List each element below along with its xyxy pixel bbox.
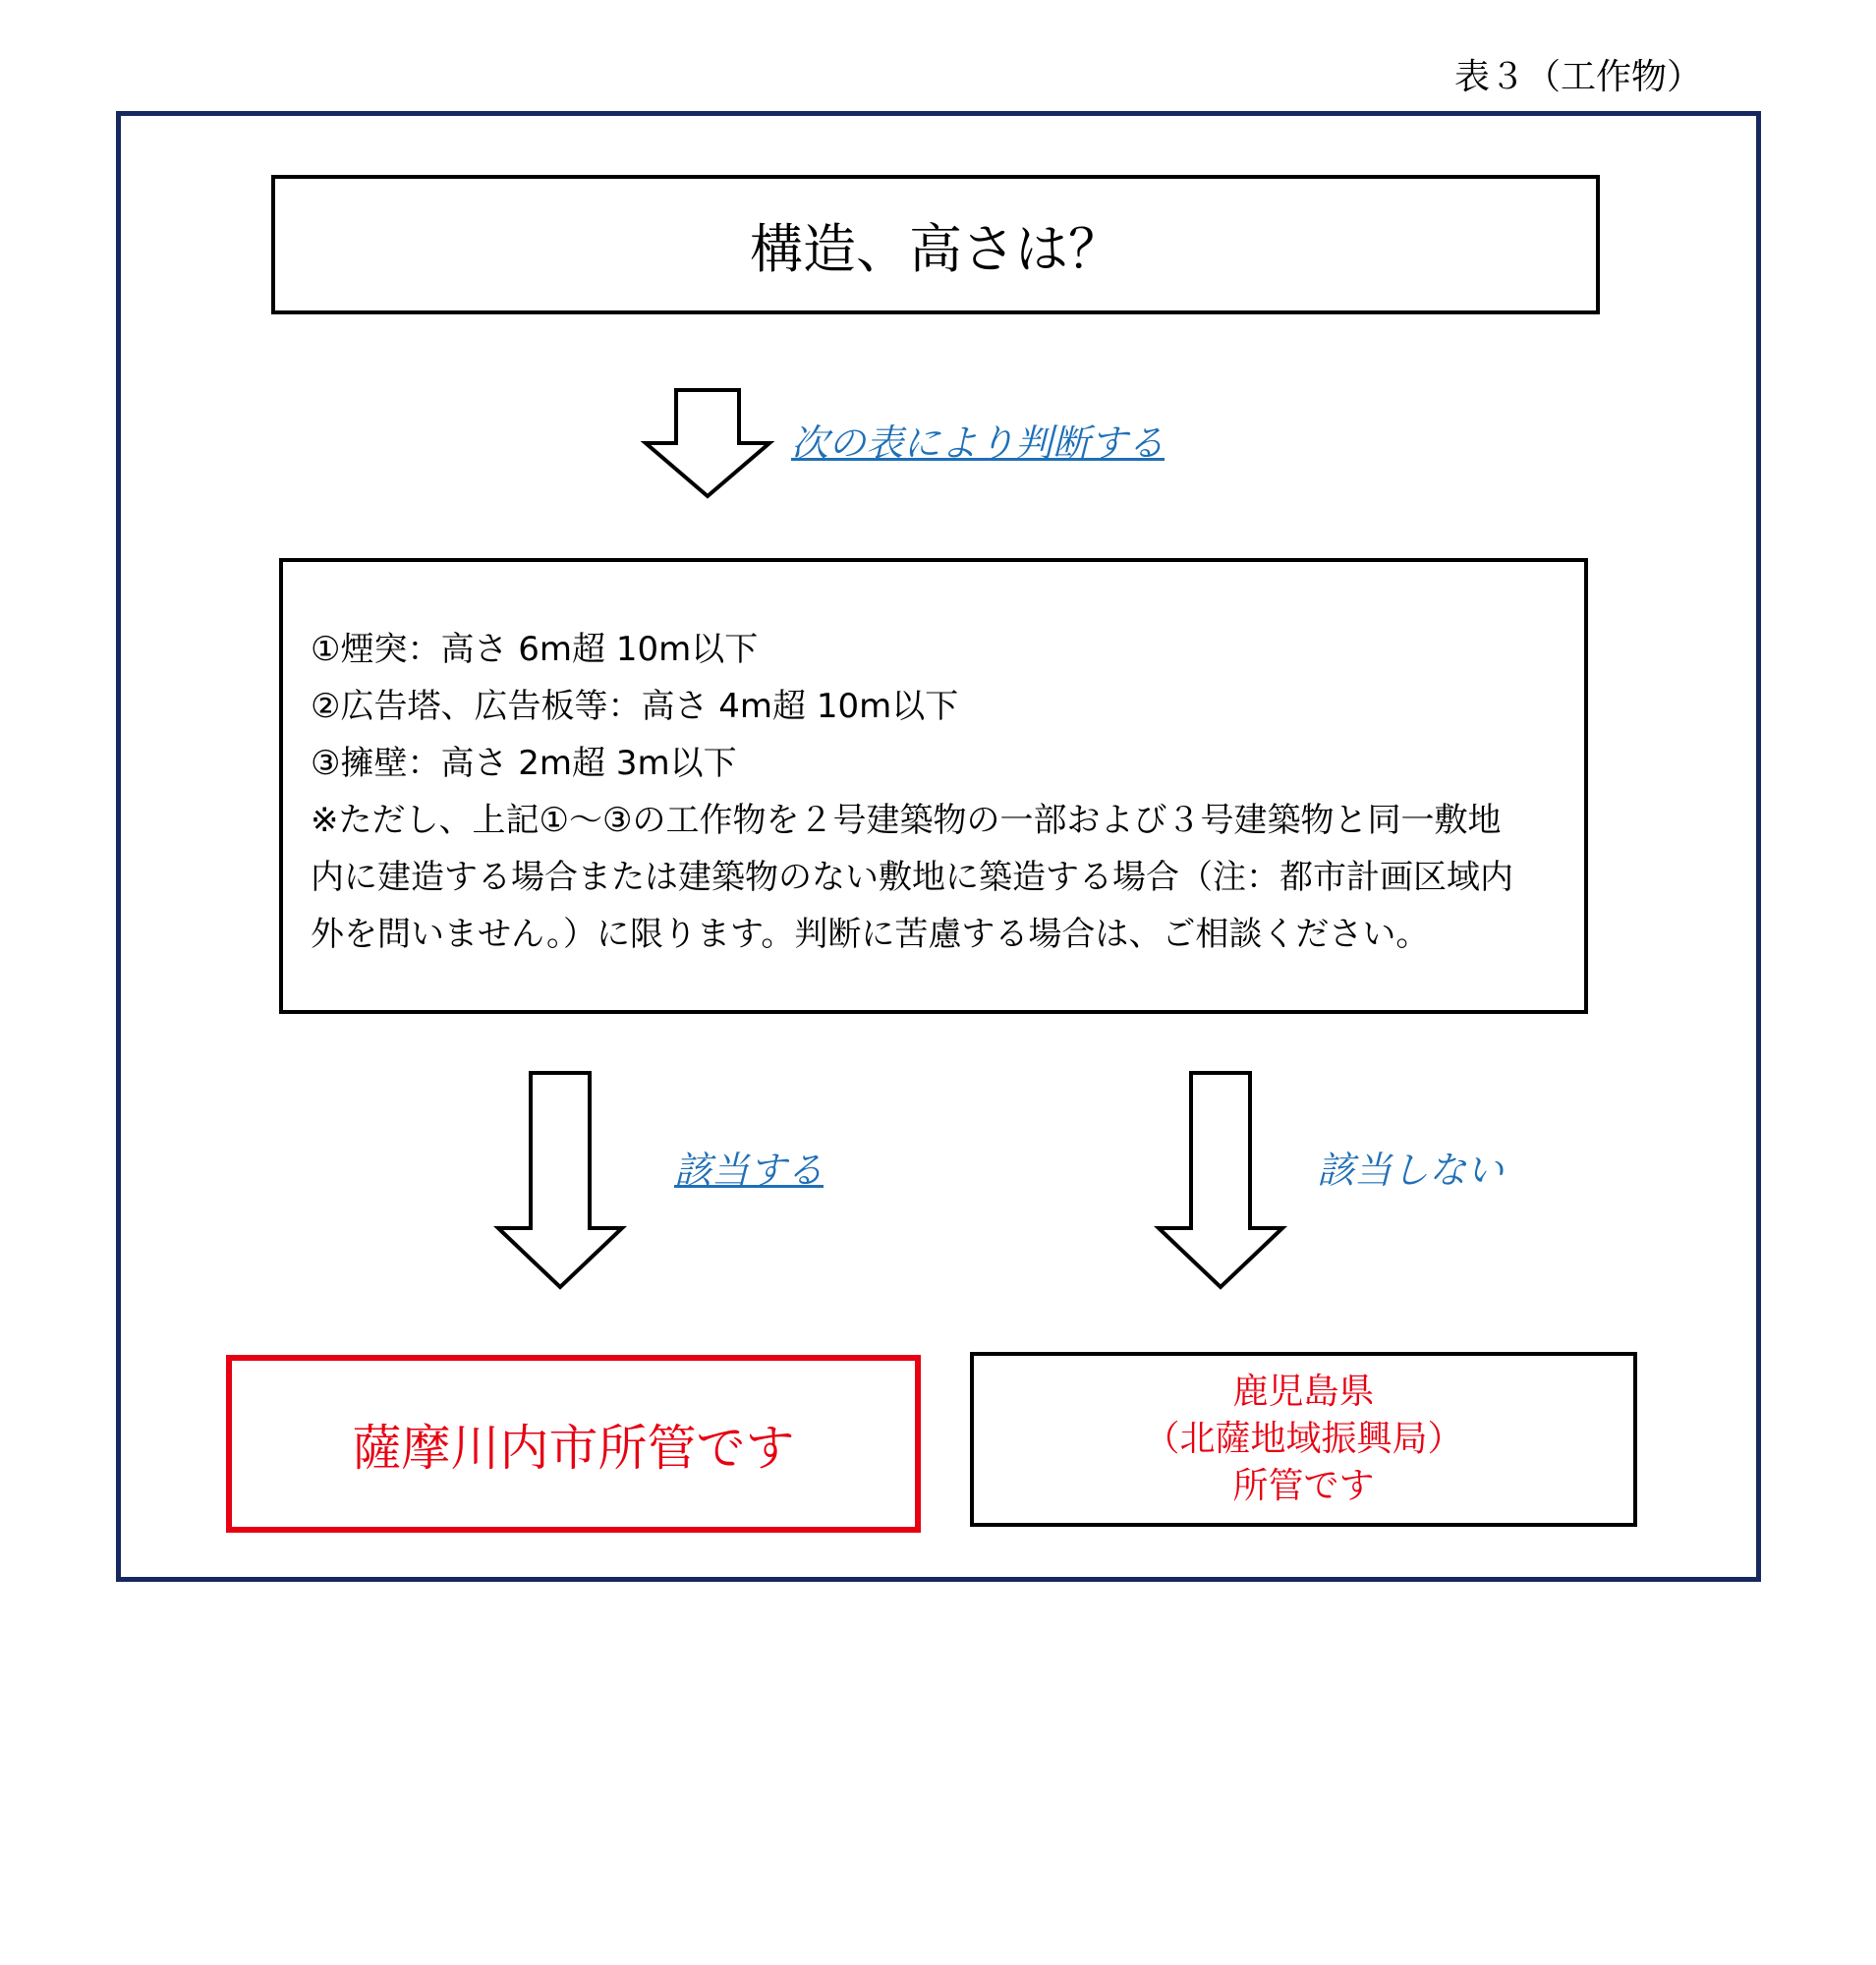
criteria-line: ③擁壁：高さ 2m超 3m以下 xyxy=(311,744,737,783)
criteria-box xyxy=(279,558,1588,1014)
branch-no-label: 該当しない xyxy=(1317,1149,1505,1192)
down-arrow-icon xyxy=(644,388,771,498)
criteria-line: ②広告塔、広告板等：高さ 4m超 10m以下 xyxy=(311,687,959,726)
result-prefecture-line: 所管です xyxy=(1232,1466,1375,1506)
branch-yes-label[interactable]: 該当する xyxy=(674,1149,824,1192)
guide-label[interactable]: 次の表により判断する xyxy=(791,421,1165,465)
result-prefecture-line: 鹿児島県 xyxy=(1232,1372,1375,1412)
down-arrow-icon xyxy=(1157,1071,1284,1289)
result-prefecture-line: （北薩地域振興局） xyxy=(1144,1419,1463,1459)
criteria-line: 内に建造する場合または建築物のない敷地に築造する場合（注：都市計画区域内 xyxy=(311,858,1513,897)
result-city-box xyxy=(226,1355,921,1533)
question-box xyxy=(271,175,1600,314)
down-arrow-icon xyxy=(496,1071,624,1289)
question-text: 構造、高さは？ xyxy=(750,217,1121,280)
result-city-text: 薩摩川内市所管です xyxy=(352,1419,795,1477)
result-prefecture-box xyxy=(970,1352,1637,1527)
criteria-line: ①煙突：高さ 6m超 10m以下 xyxy=(311,630,759,669)
criteria-line: 外を問いません。）に限ります。判断に苦慮する場合は、ご相談ください。 xyxy=(311,915,1430,954)
criteria-line: ※ただし、上記①～③の工作物を２号建築物の一部および３号建築物と同一敷地 xyxy=(311,801,1502,840)
table-label: 表３（工作物） xyxy=(1454,57,1703,97)
